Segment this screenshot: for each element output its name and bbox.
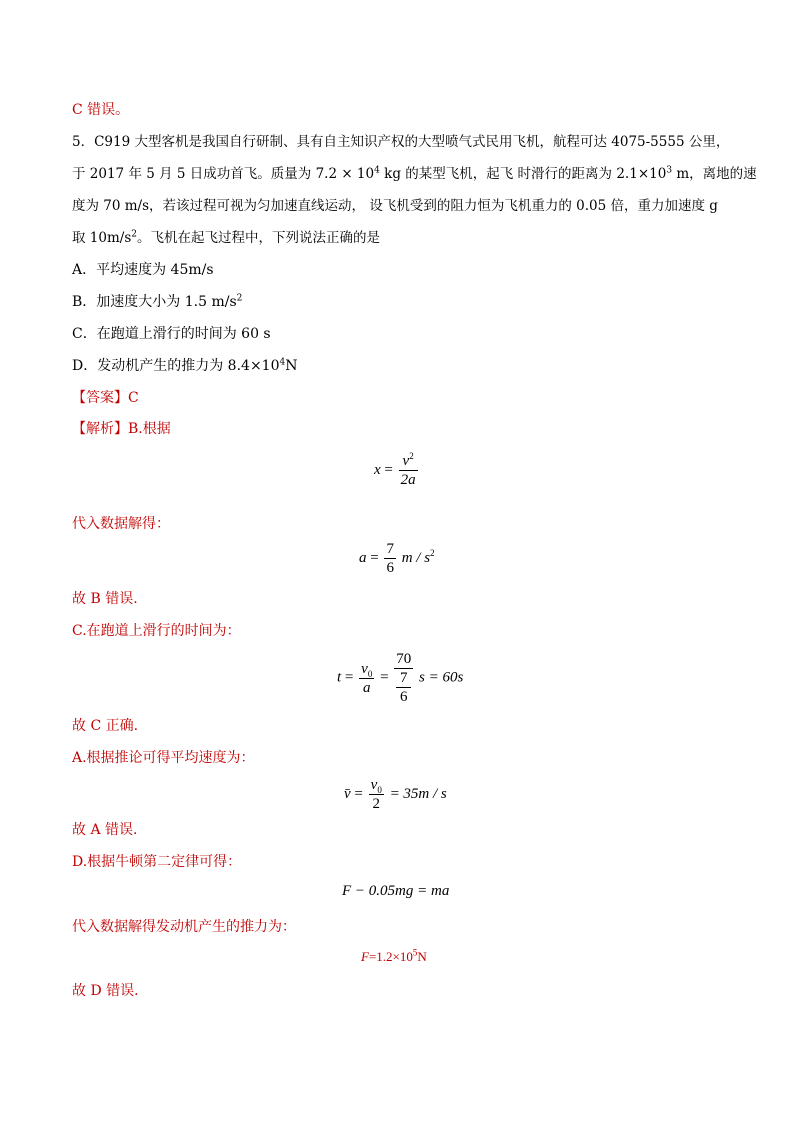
option-a: A．平均速度为 45m/s xyxy=(72,262,214,278)
formula-3-equals-2: = xyxy=(380,669,389,686)
question-line-2 xyxy=(72,164,757,184)
previous-conclusion: C 错误。 xyxy=(72,102,130,118)
formula-2-unit: m / s xyxy=(401,549,431,566)
formula-2-fraction xyxy=(384,540,396,577)
mass-exponent: 4 xyxy=(374,165,380,176)
option-d-exponent: 4 xyxy=(279,357,286,368)
formula-3-fraction-2 xyxy=(394,650,413,706)
formula-4-numerator-subscript: 0 xyxy=(377,785,382,795)
formula-1-denominator: 2a xyxy=(400,472,416,488)
formula-1-numerator: v xyxy=(402,453,410,469)
formula-3-equals: = xyxy=(344,669,354,686)
formula-time xyxy=(337,650,463,706)
formula-acceleration xyxy=(359,540,435,577)
conclusion-c: 故 C 正确. xyxy=(72,718,139,734)
question-line-4-part-b: 。飞机在起飞过程中，下列说法正确的是 xyxy=(136,230,380,246)
formula-3-fraction-1 xyxy=(359,660,374,697)
question-line-3: 度为 70 m/s，若该过程可视为匀加速直线运动， 设飞机受到的阻力恒为飞机重力的 0.05 倍，重力加速度 g xyxy=(72,198,718,214)
option-d-text: D．发动机产生的推力为 8.4×10 xyxy=(72,358,280,374)
option-d xyxy=(72,356,297,376)
question-line-4-part-a: 取 10m/s xyxy=(72,230,132,246)
option-b-exponent: 2 xyxy=(236,293,243,304)
formula-3-result: s = 60s xyxy=(419,669,464,686)
formula-average-velocity xyxy=(344,776,447,813)
formula-1-lhs: x xyxy=(374,461,381,478)
formula-3-inner-numerator: 7 xyxy=(396,669,411,688)
formula-1-equals: = xyxy=(384,461,393,478)
conclusion-d: 故 D 错误. xyxy=(72,983,139,999)
substitute-text-2: 代入数据解得发动机产生的推力为： xyxy=(72,919,296,935)
distance-exponent: 3 xyxy=(666,165,673,176)
thrust-value: =1.2×10 xyxy=(368,949,413,964)
formula-4-fraction xyxy=(369,776,384,813)
formula-thrust-result xyxy=(361,949,427,965)
answer-label: 【答案】C xyxy=(72,390,139,406)
gravity-unit-exponent: 2 xyxy=(131,229,137,240)
formula-4-lhs: v̄ xyxy=(344,785,351,802)
formula-4-denominator: 2 xyxy=(372,796,380,812)
thrust-exponent: 5 xyxy=(412,947,418,958)
conclusion-b: 故 B 错误. xyxy=(72,591,138,607)
c-intro: C.在跑道上滑行的时间为： xyxy=(72,623,241,639)
question-line-2-part-b: kg 的某型飞机，起飞 时滑行的距离为 2.1×10 xyxy=(379,166,667,182)
option-b xyxy=(72,292,242,312)
formula-3-big-numerator: 70 xyxy=(396,651,412,667)
substitute-text-1: 代入数据解得： xyxy=(72,516,170,532)
option-c: C．在跑道上滑行的时间为 60 s xyxy=(72,326,271,342)
formula-1-fraction xyxy=(399,452,418,489)
analysis-heading: 【解析】B.根据 xyxy=(72,421,171,437)
formula-3-lhs: t xyxy=(337,669,342,686)
question-line-4 xyxy=(72,228,380,248)
question-line-2-part-c: m，离地的速 xyxy=(672,166,757,182)
formula-4-numerator: v xyxy=(370,777,378,793)
conclusion-a: 故 A 错误. xyxy=(72,822,138,838)
question-line-2-part-a: 于 2017 年 5 月 5 日成功首飞。质量为 7.2 × 10 xyxy=(72,166,375,182)
formula-newton-second-law: F − 0.05mg = ma xyxy=(342,883,450,899)
formula-4-result: = 35m / s xyxy=(389,785,447,802)
formula-3-denominator: a xyxy=(362,679,371,696)
formula-3-inner-denominator: 6 xyxy=(400,689,408,705)
formula-3-numerator: v xyxy=(361,660,368,677)
formula-2-lhs: a xyxy=(359,549,367,566)
formula-2-numerator: 7 xyxy=(386,541,394,557)
thrust-unit: N xyxy=(417,949,427,964)
formula-distance xyxy=(374,452,420,489)
formula-2-denominator: 6 xyxy=(386,560,394,576)
formula-1-numerator-exponent: 2 xyxy=(409,451,414,461)
formula-2-equals: = xyxy=(370,549,379,566)
a-intro: A.根据推论可得平均速度为： xyxy=(72,750,255,766)
option-b-text: B．加速度大小为 1.5 m/s xyxy=(72,294,237,310)
option-d-unit: N xyxy=(285,358,298,374)
d-intro: D.根据牛顿第二定律可得： xyxy=(72,854,242,870)
formula-4-equals: = xyxy=(354,785,363,802)
formula-3-numerator-subscript: 0 xyxy=(367,668,373,679)
thrust-variable: F xyxy=(361,949,369,964)
formula-3-inner-fraction xyxy=(394,669,413,706)
formula-2-unit-exponent: 2 xyxy=(430,547,435,558)
question-line-1: 5．C919 大型客机是我国自行研制、具有自主知识产权的大型喷气式民用飞机，航程可达 4075-5555 公里， xyxy=(72,134,730,150)
